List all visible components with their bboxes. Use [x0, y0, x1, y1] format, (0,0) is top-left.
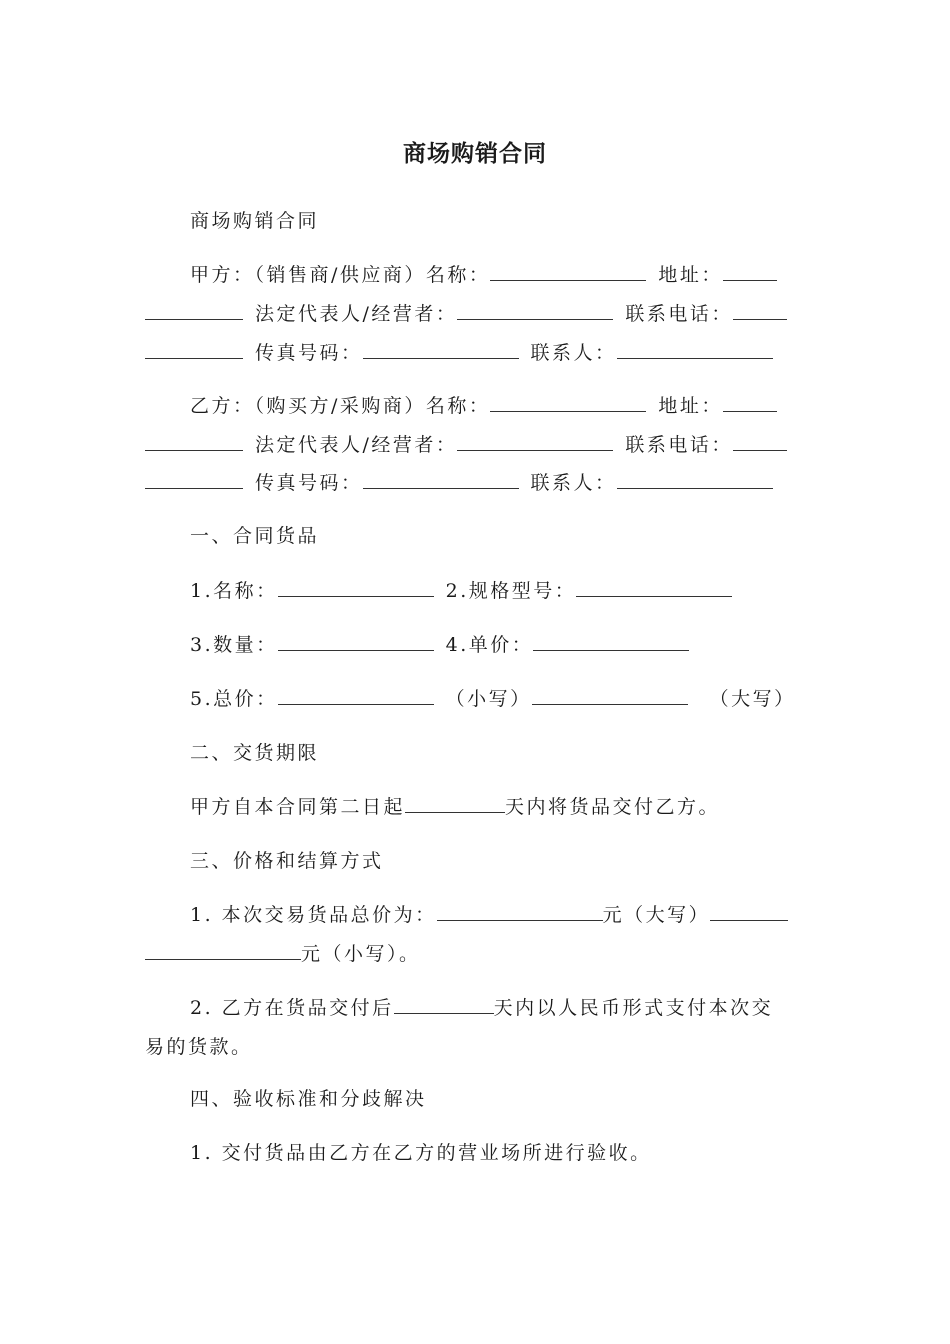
party-b-fax-label: 传真号码：: [255, 472, 363, 494]
party-a-rep-label: 法定代表人/经营者：: [255, 303, 458, 325]
payment-text-b: 天内以人民币形式支付本次交: [493, 997, 774, 1019]
party-a-line-2: [145, 300, 805, 328]
section-2-heading: 二、交货期限: [190, 742, 320, 764]
party-a-phone-blank-cont: [145, 340, 243, 359]
goods-total-big-label: （大写）: [709, 688, 796, 710]
payment-line-1: [190, 994, 805, 1022]
delivery-text-a: 甲方自本合同第二日起: [190, 796, 406, 818]
goods-name-blank: [278, 578, 434, 597]
inspection-item-1: 1. 交付货品由乙方在乙方的营业场所进行验收。: [190, 1142, 652, 1164]
payment-days-blank: [394, 995, 494, 1014]
party-b-line-2: [145, 431, 805, 459]
party-b-contact-label: 联系人：: [530, 472, 617, 494]
party-a-address-label: 地址：: [658, 264, 723, 286]
goods-total-label: 5.总价：: [190, 688, 278, 710]
delivery-term-line: [190, 793, 805, 821]
document-title: 商场购销合同: [403, 141, 547, 167]
party-a-phone-label: 联系电话：: [625, 303, 733, 325]
price-small-label: 元（小写）。: [301, 943, 421, 965]
delivery-text-b: 天内将货品交付乙方。: [505, 796, 721, 818]
goods-spec-blank: [576, 578, 732, 597]
payment-line-2: 易的货款。: [145, 1036, 253, 1058]
party-a-address-blank-cont: [145, 301, 243, 320]
party-a-fax-label: 传真号码：: [255, 342, 363, 364]
goods-total-small-blank: [278, 686, 434, 705]
party-a-rep-blank: [457, 301, 613, 320]
party-a-name-blank: [490, 262, 646, 281]
party-b-address-blank: [723, 393, 777, 412]
goods-total-big-blank: [532, 686, 688, 705]
section-4-heading: 四、验收标准和分歧解决: [190, 1088, 427, 1110]
party-a-line-1: [190, 261, 805, 289]
section-3-heading: 三、价格和结算方式: [190, 850, 384, 872]
price-total-label: 1. 本次交易货品总价为：: [190, 904, 437, 926]
price-small-blank: [710, 902, 788, 921]
section-1-heading: 一、合同货品: [190, 525, 320, 547]
price-small-blank-cont: [145, 941, 301, 960]
party-a-name-label: 甲方：（销售商/供应商）名称：: [190, 264, 491, 286]
delivery-days-blank: [405, 794, 505, 813]
price-line-1: [190, 901, 805, 929]
party-b-rep-blank: [457, 432, 613, 451]
goods-total-small-label: （小写）: [445, 688, 532, 710]
party-b-fax-blank: [363, 470, 519, 489]
party-b-phone-blank-cont: [145, 470, 243, 489]
party-b-name-blank: [490, 393, 646, 412]
goods-total-line: [190, 685, 805, 713]
goods-qty-price-line: [190, 631, 805, 659]
party-b-line-3: [145, 469, 805, 497]
goods-name-label: 1.名称：: [190, 580, 278, 602]
goods-spec-label: 2.规格型号：: [445, 580, 577, 602]
goods-qty-blank: [278, 632, 434, 651]
party-a-fax-blank: [363, 340, 519, 359]
party-a-phone-blank: [733, 301, 787, 320]
party-b-phone-blank: [733, 432, 787, 451]
party-b-rep-label: 法定代表人/经营者：: [255, 434, 458, 456]
party-a-contact-label: 联系人：: [530, 342, 617, 364]
party-a-contact-blank: [617, 340, 773, 359]
goods-qty-label: 3.数量：: [190, 634, 278, 656]
party-b-name-label: 乙方：（购买方/采购商）名称：: [190, 395, 491, 417]
party-b-address-blank-cont: [145, 432, 243, 451]
party-b-phone-label: 联系电话：: [625, 434, 733, 456]
party-a-line-3: [145, 339, 805, 367]
subtitle: 商场购销合同: [190, 210, 320, 232]
party-a-address-blank: [723, 262, 777, 281]
goods-unit-price-label: 4.单价：: [445, 634, 534, 656]
party-b-contact-blank: [617, 470, 773, 489]
price-big-blank: [437, 902, 603, 921]
goods-name-spec-line: [190, 577, 805, 605]
party-b-address-label: 地址：: [658, 395, 723, 417]
price-line-2: [145, 940, 805, 968]
price-big-label: 元（大写）: [602, 904, 711, 926]
payment-text-a: 2. 乙方在货品交付后: [190, 997, 394, 1019]
goods-unit-price-blank: [533, 632, 689, 651]
party-b-line-1: [190, 392, 805, 420]
